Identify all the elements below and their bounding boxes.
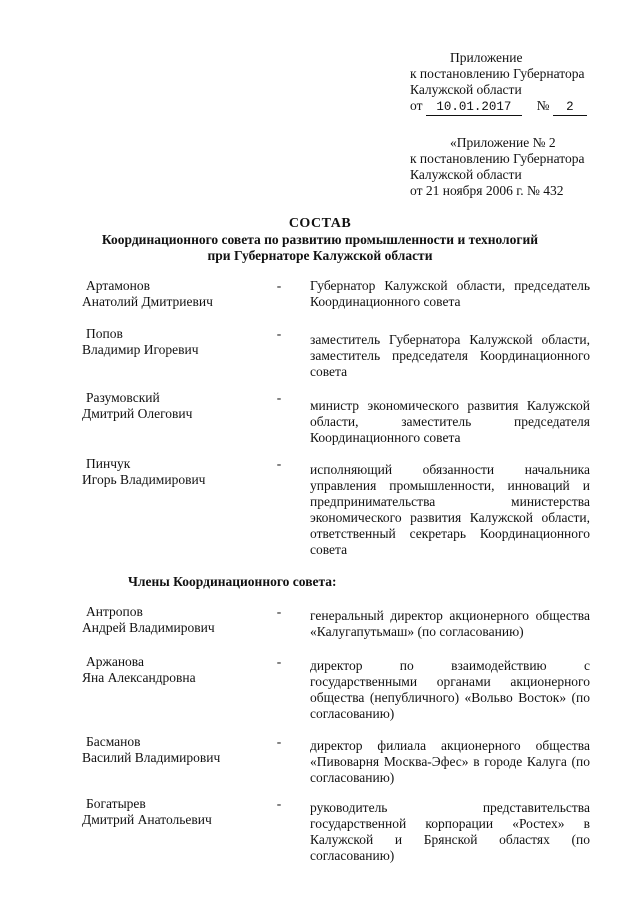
- person-role: директор по взаимодействию с государственными органами акционерного общества (непубличного) «Вольво Восток» (по согласованию): [310, 658, 590, 721]
- separator-dash: -: [276, 456, 282, 471]
- title-main: СОСТАВ: [288, 216, 352, 231]
- given-names: Дмитрий Олегович: [82, 406, 193, 421]
- appendix-decree-line: к постановлению Губернатора: [410, 66, 585, 81]
- person-role: министр экономического развития Калужской области, заместитель председателя Координационного совета: [310, 398, 590, 445]
- person-role: генеральный директор акционерного общества «Калугапутьмаш» (по согласованию): [310, 608, 590, 639]
- surname: Антропов: [86, 604, 143, 619]
- surname: Артамонов: [86, 278, 151, 293]
- separator-dash: -: [276, 326, 282, 341]
- person-role: заместитель Губернатора Калужской области, заместитель председателя Координационного совета: [310, 332, 590, 379]
- original-appendix-title: «Приложение № 2: [450, 135, 556, 150]
- appendix-title: Приложение: [450, 50, 523, 65]
- original-appendix-date-line: от 21 ноября 2006 г. № 432: [410, 183, 564, 198]
- separator-dash: -: [276, 604, 282, 619]
- given-names: Андрей Владимирович: [82, 620, 215, 635]
- person-name: [82, 604, 272, 636]
- person-name: [82, 390, 272, 422]
- person-name: [82, 278, 272, 310]
- person-name: [82, 654, 272, 686]
- given-names: Яна Александровна: [82, 670, 196, 685]
- original-appendix-region-line: Калужской области: [410, 167, 522, 182]
- appendix-header: [410, 50, 630, 116]
- person-name: [82, 734, 272, 766]
- person-name: [82, 326, 272, 358]
- surname: Басманов: [86, 734, 141, 749]
- given-names: Игорь Владимирович: [82, 472, 206, 487]
- person-name: [82, 456, 272, 488]
- person-role: Губернатор Калужской области, председатель Координационного совета: [310, 278, 590, 309]
- title-council: Координационного совета по развитию промышленности и технологий: [101, 232, 539, 247]
- original-appendix-decree-line: к постановлению Губернатора: [410, 151, 585, 166]
- person-role: директор филиала акционерного общества «Пивоварня Москва-Эфес» в городе Калуга (по согласованию): [310, 738, 590, 785]
- title-governor: при Губернаторе Калужской области: [207, 248, 433, 263]
- appendix-region-line: Калужской области: [410, 82, 522, 97]
- surname: Богатырев: [86, 796, 146, 811]
- separator-dash: -: [276, 796, 282, 811]
- number-prefix: №: [536, 98, 550, 113]
- surname: Разумовский: [86, 390, 160, 405]
- person-name: [82, 796, 272, 828]
- given-names: Дмитрий Анатольевич: [82, 812, 212, 827]
- decree-number: 2: [553, 99, 587, 116]
- document-title: [40, 216, 600, 264]
- separator-dash: -: [276, 734, 282, 749]
- given-names: Анатолий Дмитриевич: [82, 294, 213, 309]
- person-role: руководитель представительства государственной корпорации «Ростех» в Калужской и Брянской областях (по согласованию): [310, 800, 590, 863]
- separator-dash: -: [276, 390, 282, 405]
- given-names: Василий Владимирович: [82, 750, 221, 765]
- person-role: исполняющий обязанности начальника управления промышленности, инноваций и предпринимательства министерства экономического развития Калужской области, ответственный секретарь Координационного совета: [310, 462, 590, 557]
- separator-dash: -: [276, 278, 282, 293]
- date-prefix: от: [410, 98, 423, 113]
- surname: Аржанова: [86, 654, 144, 669]
- given-names: Владимир Игоревич: [82, 342, 199, 357]
- surname: Попов: [86, 326, 123, 341]
- separator-dash: -: [276, 654, 282, 669]
- original-appendix-header: [410, 135, 630, 199]
- decree-date: 10.01.2017: [426, 99, 522, 116]
- appendix-date-line: [410, 98, 630, 116]
- members-heading: Члены Координационного совета:: [128, 574, 337, 589]
- surname: Пинчук: [86, 456, 131, 471]
